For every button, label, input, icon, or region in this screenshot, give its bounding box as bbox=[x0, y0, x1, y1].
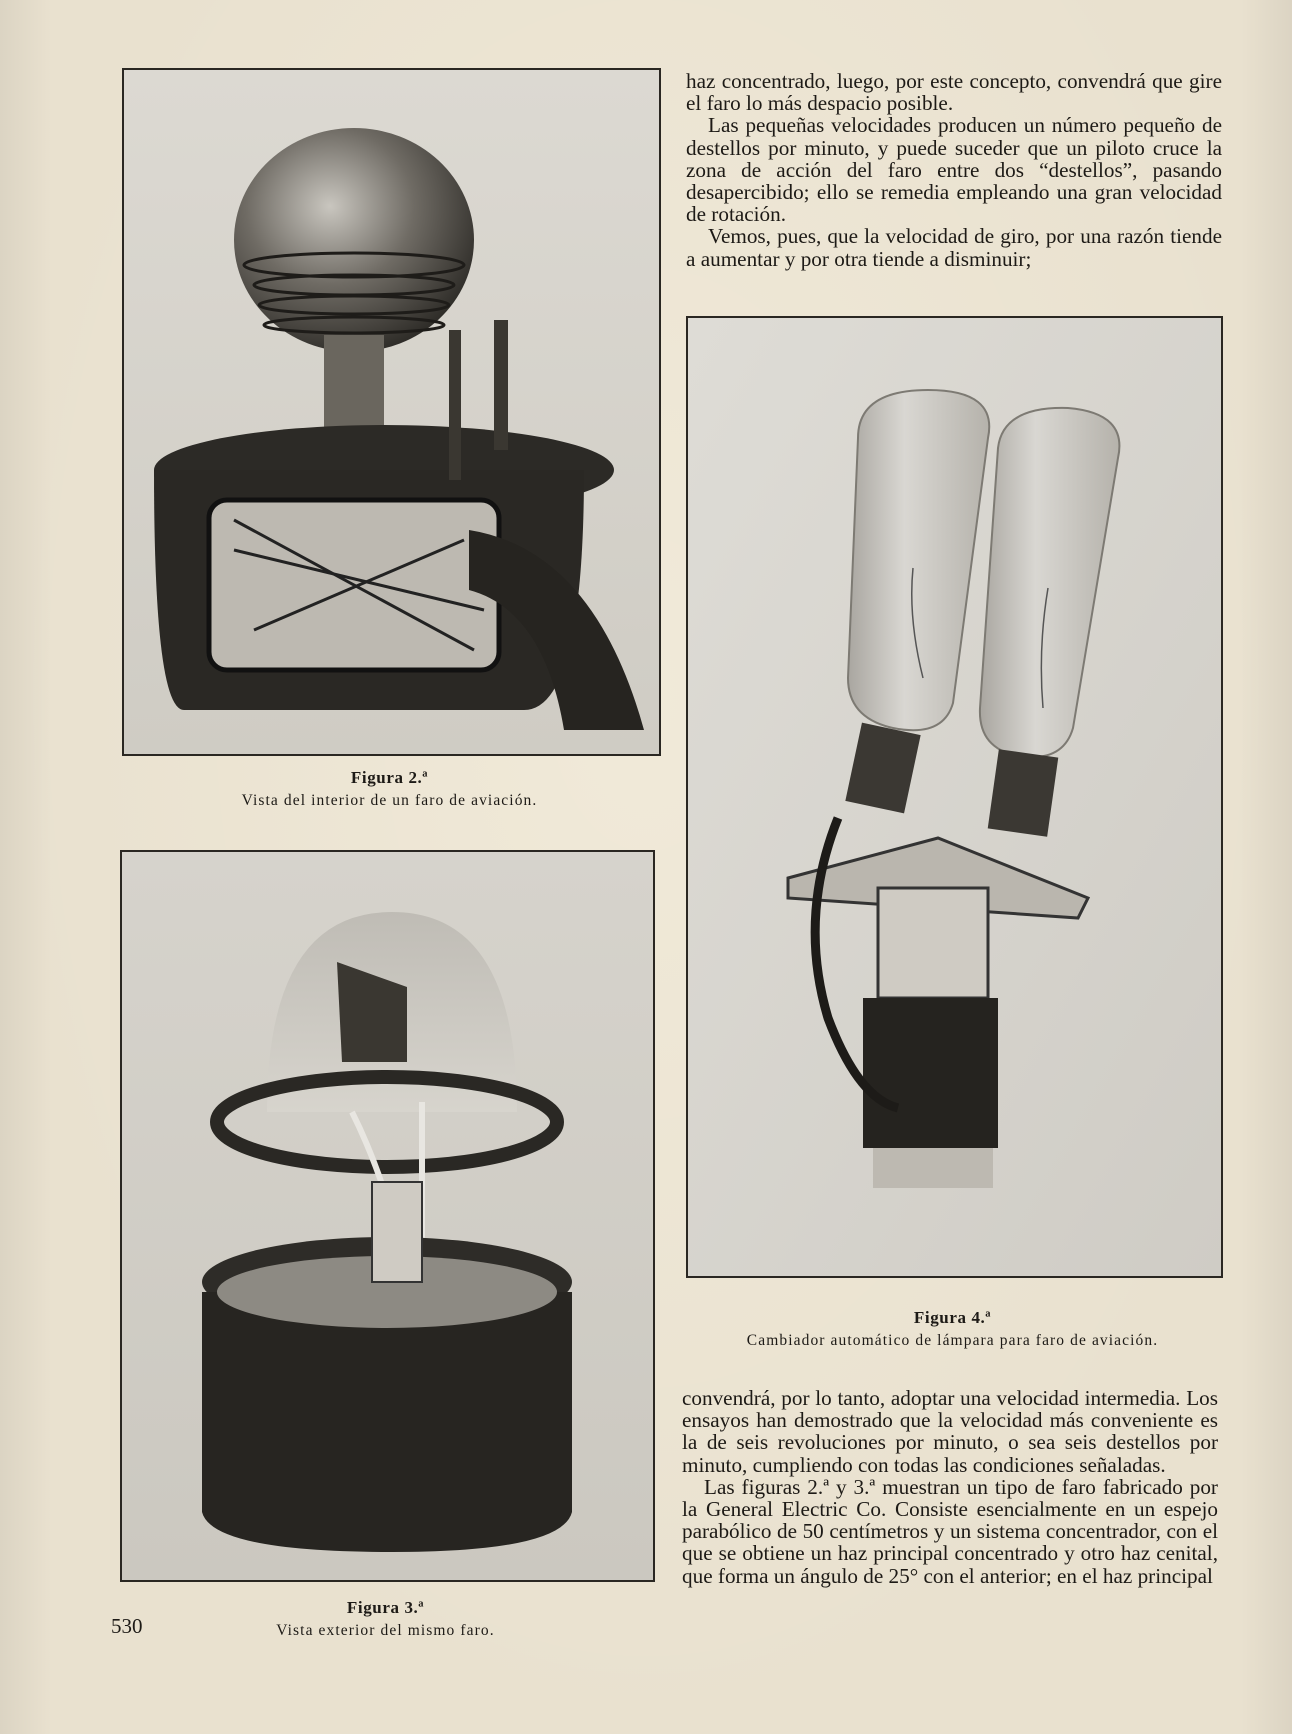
beacon-exterior-illustration bbox=[122, 852, 653, 1580]
figure-3-photo bbox=[120, 850, 655, 1582]
figure-3-label: Figura 3.ª bbox=[346, 1598, 425, 1617]
paragraph: Las pequeñas velocidades producen un número pequeño de destellos por minuto, y puede suceder que un piloto cruce la zona de acción del faro entre dos “destellos”, pasando desapercibido; ello se remedia empleando una gran velocidad de rotación. bbox=[686, 113, 1222, 227]
figure-4-caption bbox=[686, 1308, 1219, 1350]
paragraph: convendrá, por lo tanto, adoptar una velocidad intermedia. Los ensayos han demostrado que la velocidad más conveniente es la de seis revoluciones por minuto, o sea seis destellos por minuto, cumpliendo con todas las condiciones señaladas. bbox=[682, 1386, 1218, 1477]
paragraph: haz concentrado, luego, por este concepto, convendrá que gire el faro lo más despacio posible. bbox=[686, 69, 1222, 116]
beacon-interior-illustration bbox=[124, 70, 659, 754]
figure-2-photo bbox=[122, 68, 661, 756]
lamp-changer-illustration bbox=[688, 318, 1221, 1276]
figure-4-description: Cambiador automático de lámpara para faro de aviación. bbox=[746, 1332, 1159, 1349]
text-column-bottom bbox=[682, 1387, 1218, 1587]
figure-2-description: Vista del interior de un faro de aviación. bbox=[241, 792, 538, 809]
text-column-top bbox=[686, 70, 1222, 270]
figure-3-description: Vista exterior del mismo faro. bbox=[276, 1622, 495, 1639]
figure-2-label: Figura 2.ª bbox=[350, 768, 429, 787]
paragraph: Vemos, pues, que la velocidad de giro, por una razón tiende a aumentar y por otra tiende a disminuir; bbox=[686, 224, 1222, 271]
paragraph: Las figuras 2.ª y 3.ª muestran un tipo de faro fabricado por la General Electric Co. Consiste esencialmente en un espejo parabólico de 50 centímetros y un sistema concentrador, con el que se obtiene un haz principal concentrado y otro haz cenital, que forma un ángulo de 25° con el anterior; en el haz principal bbox=[682, 1474, 1218, 1588]
figure-3-caption bbox=[120, 1598, 651, 1640]
page-number: 530 bbox=[111, 1614, 143, 1638]
figure-4-label: Figura 4.ª bbox=[913, 1308, 992, 1327]
figure-4-photo bbox=[686, 316, 1223, 1278]
figure-2-caption bbox=[122, 768, 657, 810]
